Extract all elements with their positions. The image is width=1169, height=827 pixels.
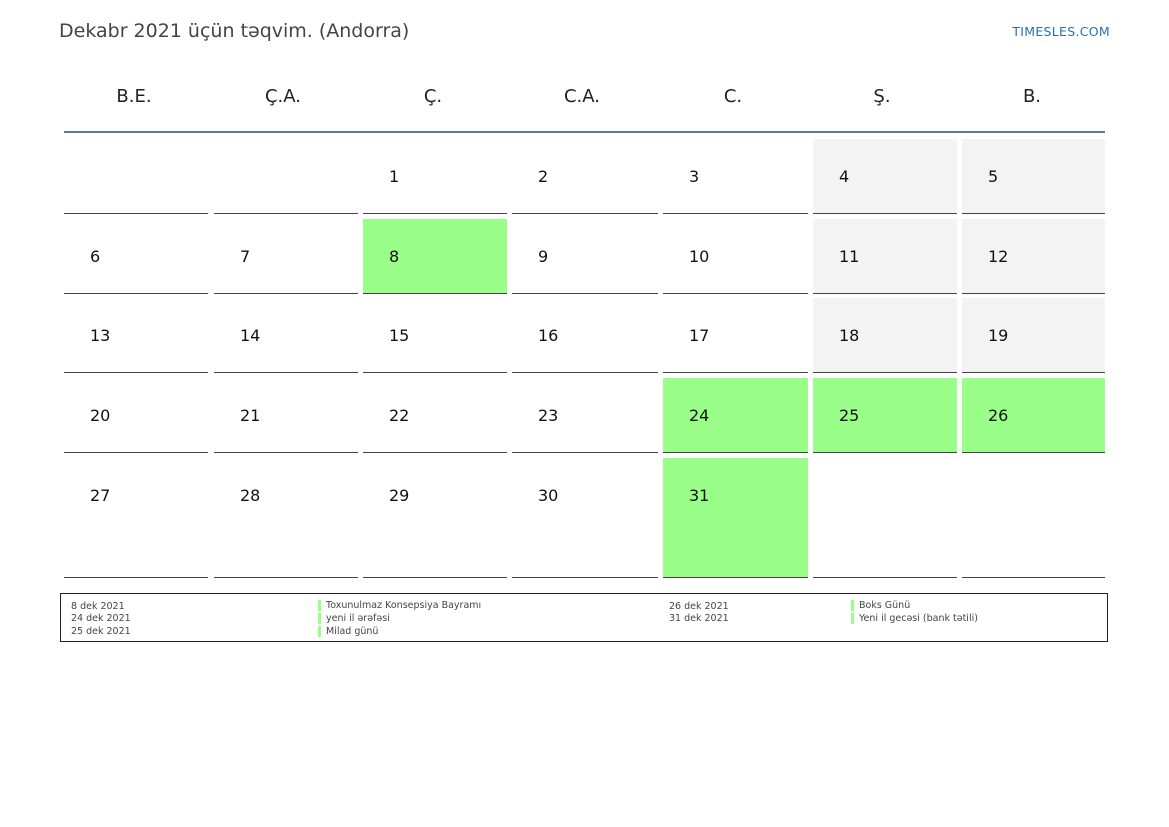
- day-cell: [363, 139, 507, 214]
- weekday-label: B.: [1022, 86, 1042, 107]
- day-number: 29: [389, 486, 410, 505]
- holiday-date: 8 dek 2021: [71, 601, 125, 612]
- header-divider: [64, 131, 1105, 133]
- day-number: 15: [389, 326, 410, 345]
- day-cell: [962, 219, 1105, 294]
- day-number: 10: [689, 247, 710, 266]
- day-cell: [663, 298, 808, 373]
- day-number: 9: [538, 247, 549, 266]
- holiday-name: Milad günü: [318, 626, 378, 637]
- day-number: 20: [90, 406, 111, 425]
- day-number: 2: [538, 167, 549, 186]
- holiday-date: 25 dek 2021: [71, 626, 131, 637]
- site-link[interactable]: TIMESLES.COM: [1012, 24, 1110, 39]
- day-cell: [214, 378, 358, 453]
- day-cell: [214, 458, 358, 578]
- day-cell: [813, 219, 957, 294]
- day-cell: [663, 139, 808, 214]
- day-number: 7: [240, 247, 251, 266]
- holiday-date: 31 dek 2021: [669, 613, 729, 624]
- day-number: 31: [689, 486, 710, 505]
- day-cell: [813, 298, 957, 373]
- day-cell: [962, 298, 1105, 373]
- weekday-label: Ç.: [423, 86, 443, 107]
- day-number: 30: [538, 486, 559, 505]
- day-number: 19: [988, 326, 1009, 345]
- day-number: 26: [988, 406, 1009, 425]
- day-number: 3: [689, 167, 700, 186]
- day-cell: [962, 378, 1105, 453]
- day-cell: [512, 458, 658, 578]
- day-number: 16: [538, 326, 559, 345]
- day-cell: [64, 298, 208, 373]
- day-number: 5: [988, 167, 999, 186]
- day-cell: [64, 458, 208, 578]
- page-title: Dekabr 2021 üçün təqvim. (Andorra): [59, 20, 410, 42]
- day-cell: [512, 219, 658, 294]
- weekday-label: Ş.: [873, 86, 891, 107]
- day-cell: [663, 458, 808, 578]
- holiday-date: 24 dek 2021: [71, 613, 131, 624]
- day-cell: [813, 139, 957, 214]
- day-cell: [512, 298, 658, 373]
- day-cell: [663, 378, 808, 453]
- holiday-name: Boks Günü: [851, 600, 910, 611]
- holiday-date: 26 dek 2021: [669, 601, 729, 612]
- day-cell: [363, 378, 507, 453]
- holiday-legend: [60, 593, 1108, 642]
- empty-day-cell: [813, 458, 957, 578]
- weekday-header: [62, 86, 1108, 114]
- day-number: 23: [538, 406, 559, 425]
- day-cell: [214, 298, 358, 373]
- empty-day-cell: [64, 139, 208, 214]
- day-number: 1: [389, 167, 400, 186]
- day-number: 28: [240, 486, 261, 505]
- day-cell: [64, 378, 208, 453]
- day-number: 14: [240, 326, 261, 345]
- day-cell: [363, 458, 507, 578]
- day-cell: [813, 378, 957, 453]
- day-number: 6: [90, 247, 101, 266]
- weekday-label: Ç.A.: [264, 86, 301, 107]
- day-cell: [64, 219, 208, 294]
- day-cell: [663, 219, 808, 294]
- day-cell: [512, 378, 658, 453]
- empty-day-cell: [962, 458, 1105, 578]
- day-number: 4: [839, 167, 850, 186]
- holiday-name: Toxunulmaz Konsepsiya Bayramı: [318, 600, 481, 611]
- day-cell: [962, 139, 1105, 214]
- day-number: 18: [839, 326, 860, 345]
- day-number: 17: [689, 326, 710, 345]
- day-number: 12: [988, 247, 1009, 266]
- weekday-label: C.: [723, 86, 743, 107]
- weekday-label: B.E.: [116, 86, 152, 107]
- day-number: 24: [689, 406, 710, 425]
- day-cell: [214, 219, 358, 294]
- day-number: 25: [839, 406, 860, 425]
- day-cell: [512, 139, 658, 214]
- empty-day-cell: [214, 139, 358, 214]
- day-number: 22: [389, 406, 410, 425]
- day-number: 8: [389, 247, 400, 266]
- weekday-label: C.A.: [563, 86, 600, 107]
- day-number: 27: [90, 486, 111, 505]
- day-cell: [363, 219, 507, 294]
- day-cell: [363, 298, 507, 373]
- holiday-name: Yeni il gecəsi (bank tətili): [851, 613, 978, 624]
- day-number: 13: [90, 326, 111, 345]
- day-number: 21: [240, 406, 261, 425]
- day-number: 11: [839, 247, 860, 266]
- holiday-name: yeni il ərəfəsi: [318, 613, 390, 624]
